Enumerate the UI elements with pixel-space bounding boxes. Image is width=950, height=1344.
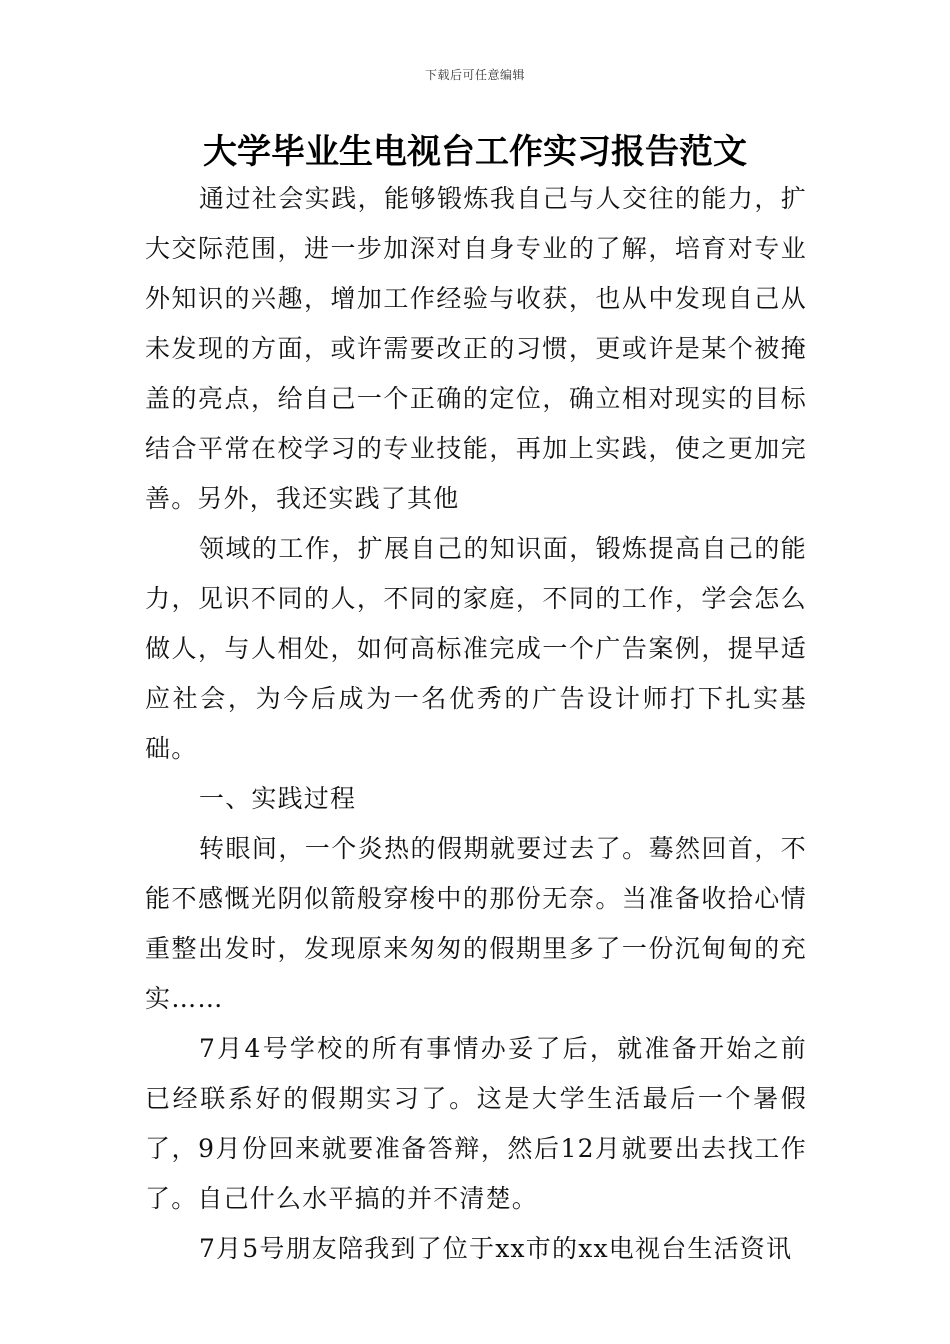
document-body (145, 174, 807, 1274)
paragraph-holiday: 转眼间，一个炎热的假期就要过去了。蓦然回首，不能不感慨光阴似箭般穿梭中的那份无奈。当准备收拾心情重整出发时，发现原来匆匆的假期里多了一份沉甸甸的充实…… (145, 834, 807, 1013)
page-header-note: 下载后可任意编辑 (424, 68, 525, 82)
paragraph-intro: 通过社会实践，能够锻炼我自己与人交往的能力，扩大交际范围，进一步加深对自身专业的了解，培育对专业外知识的兴趣，增加工作经验与收获，也从中发现自己从未发现的方面，或许需要改正的习惯，更或许是某个被掩盖的亮点，给自己一个正确的定位，确立相对现实的目标结合平常在校学习的专业技能，再加上实践，使之更加完善。另外，我还实践了其他 (145, 184, 807, 513)
paragraph-benefits: 领域的工作，扩展自己的知识面，锻炼提高自己的能力，见识不同的人，不同的家庭，不同的工作，学会怎么做人，与人相处，如何高标准完成一个广告案例，提早适应社会，为今后成为一名优秀的广告设计师打下扎实基础。 (145, 534, 807, 763)
document-title: 大学毕业生电视台工作实习报告范文 (203, 132, 747, 172)
paragraph-july-4: 7月4号学校的所有事情办妥了后，就准备开始之前已经联系好的假期实习了。这是大学生活最后一个暑假了，9月份回来就要准备答辩，然后12月就要出去找工作了。自己什么水平搞的并不清楚。 (145, 1034, 807, 1213)
section-heading-practice-process: 一、实践过程 (199, 784, 357, 813)
paragraph-july-5: 7月5号朋友陪我到了位于xx市的xx电视台生活资讯 (199, 1234, 793, 1263)
